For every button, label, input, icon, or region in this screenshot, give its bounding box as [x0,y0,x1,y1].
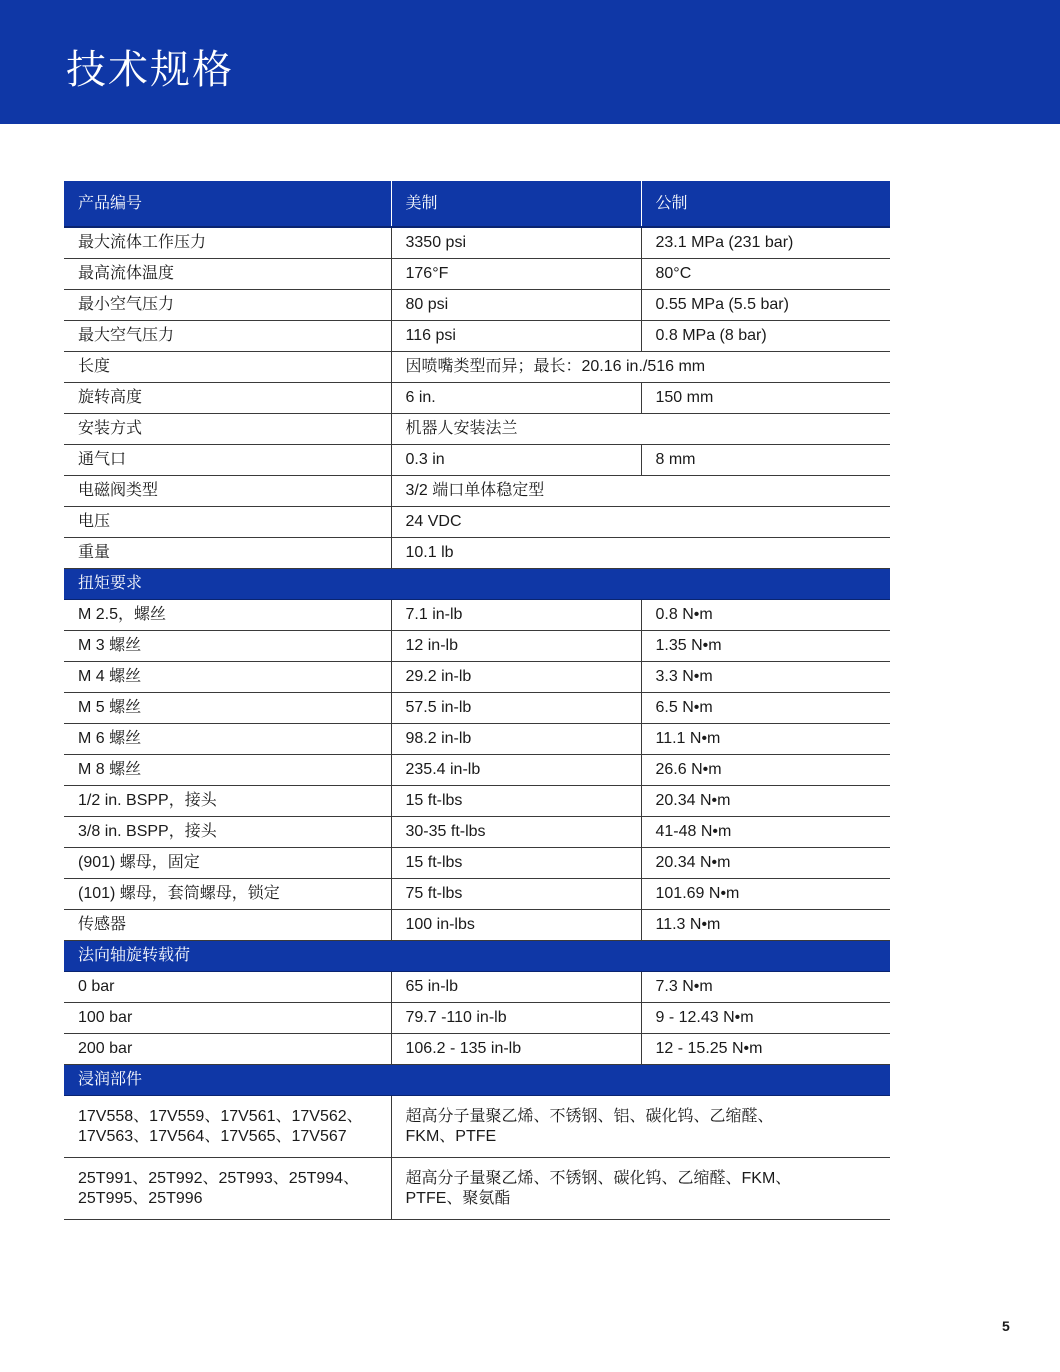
spec-label-cell: 长度 [64,352,391,383]
spec-metric-value-cell: 26.6 N•m [641,755,890,786]
materials-cell [391,1158,890,1220]
table-row [64,290,890,321]
spec-metric-value-cell: 1.35 N•m [641,631,890,662]
cell-line: 25T995、25T996 [78,1189,203,1207]
table-row [64,259,890,290]
spec-merged-value-cell: 因喷嘴类型而异；最长：20.16 in./516 mm [391,352,890,383]
spec-merged-value-cell: 10.1 lb [391,538,890,569]
spec-merged-value-cell: 24 VDC [391,507,890,538]
spec-metric-value-cell: 150 mm [641,383,890,414]
spec-metric-value-cell: 41-48 N•m [641,817,890,848]
spec-label-cell: 200 bar [64,1034,391,1065]
col-header-product: 产品编号 [64,181,391,227]
table-row [64,507,890,538]
spec-label-cell: 0 bar [64,972,391,1003]
spec-label-cell: 最大空气压力 [64,321,391,352]
cell-line: 超高分子量聚乙烯、不锈钢、铝、碳化钨、乙缩醛、 [405,1107,774,1125]
spec-us-value-cell: 106.2 - 135 in-lb [391,1034,641,1065]
table-header-row [64,181,890,227]
spec-label-cell: 100 bar [64,1003,391,1034]
spec-us-value-cell: 98.2 in-lb [391,724,641,755]
spec-us-value-cell: 3350 psi [391,227,641,259]
spec-us-value-cell: 100 in-lbs [391,910,641,941]
spec-us-value-cell: 15 ft-lbs [391,848,641,879]
spec-us-value-cell: 29.2 in-lb [391,662,641,693]
table-row [64,600,890,631]
spec-label-cell: 最大流体工作压力 [64,227,391,259]
spec-us-value-cell: 65 in-lb [391,972,641,1003]
section-normal-axis-load [64,941,890,972]
spec-label-cell: (101) 螺母，套筒螺母，锁定 [64,879,391,910]
spec-us-value-cell: 6 in. [391,383,641,414]
spec-label-cell: 1/2 in. BSPP，接头 [64,786,391,817]
cell-line: PTFE、聚氨酯 [405,1189,511,1207]
cell-line: 17V563、17V564、17V565、17V567 [78,1127,347,1145]
page-number: 5 [1002,1318,1010,1334]
part-numbers-cell [64,1158,391,1220]
table-row [64,445,890,476]
spec-label-cell: 重量 [64,538,391,569]
table-row [64,879,890,910]
spec-merged-value-cell: 3/2 端口单体稳定型 [391,476,890,507]
spec-label-cell: 传感器 [64,910,391,941]
page-title: 技术规格 [66,48,234,92]
spec-label-cell: 最小空气压力 [64,290,391,321]
table-row [64,1034,890,1065]
table-row [64,972,890,1003]
cell-line: 17V558、17V559、17V561、17V562、 [78,1107,363,1125]
spec-label-cell: 旋转高度 [64,383,391,414]
spec-metric-value-cell: 6.5 N•m [641,693,890,724]
spec-label-cell: M 8 螺丝 [64,755,391,786]
spec-us-value-cell: 75 ft-lbs [391,879,641,910]
table-row [64,1096,890,1158]
spec-label-cell: 电压 [64,507,391,538]
spec-metric-value-cell: 3.3 N•m [641,662,890,693]
spec-metric-value-cell: 7.3 N•m [641,972,890,1003]
spec-metric-value-cell: 80°C [641,259,890,290]
spec-metric-value-cell: 9 - 12.43 N•m [641,1003,890,1034]
spec-metric-value-cell: 20.34 N•m [641,786,890,817]
spec-us-value-cell: 79.7 -110 in-lb [391,1003,641,1034]
table-row [64,414,890,445]
spec-merged-value-cell: 机器人安装法兰 [391,414,890,445]
spec-metric-value-cell: 0.8 N•m [641,600,890,631]
spec-label-cell: 最高流体温度 [64,259,391,290]
spec-label-cell: M 5 螺丝 [64,693,391,724]
table-row [64,662,890,693]
section-wetted-parts [64,1065,890,1096]
table-row [64,817,890,848]
table-row [64,321,890,352]
spec-metric-value-cell: 101.69 N•m [641,879,890,910]
spec-metric-value-cell: 0.8 MPa (8 bar) [641,321,890,352]
cell-line: 25T991、25T992、25T993、25T994、 [78,1169,360,1187]
spec-label-cell: 通气口 [64,445,391,476]
spec-us-value-cell: 57.5 in-lb [391,693,641,724]
cell-line: FKM、PTFE [405,1127,497,1145]
spec-us-value-cell: 15 ft-lbs [391,786,641,817]
spec-metric-value-cell: 0.55 MPa (5.5 bar) [641,290,890,321]
section-heading: 法向轴旋转载荷 [64,941,890,972]
part-numbers-cell [64,1096,391,1158]
spec-label-cell: M 6 螺丝 [64,724,391,755]
table-row [64,1158,890,1220]
spec-label-cell: M 4 螺丝 [64,662,391,693]
spec-us-value-cell: 116 psi [391,321,641,352]
spec-metric-value-cell: 8 mm [641,445,890,476]
table-row [64,693,890,724]
spec-us-value-cell: 176°F [391,259,641,290]
spec-us-value-cell: 12 in-lb [391,631,641,662]
table-row [64,631,890,662]
table-row [64,755,890,786]
table-row [64,227,890,259]
spec-metric-value-cell: 11.3 N•m [641,910,890,941]
spec-metric-value-cell: 12 - 15.25 N•m [641,1034,890,1065]
col-header-metric: 公制 [641,181,890,227]
table-row [64,910,890,941]
section-heading: 浸润部件 [64,1065,890,1096]
table-row [64,538,890,569]
spec-us-value-cell: 0.3 in [391,445,641,476]
spec-us-value-cell: 235.4 in-lb [391,755,641,786]
spec-metric-value-cell: 20.34 N•m [641,848,890,879]
spec-label-cell: 3/8 in. BSPP，接头 [64,817,391,848]
table-row [64,476,890,507]
spec-table-body [64,181,890,1220]
col-header-us: 美制 [391,181,641,227]
materials-cell [391,1096,890,1158]
spec-label-cell: (901) 螺母，固定 [64,848,391,879]
spec-label-cell: M 3 螺丝 [64,631,391,662]
spec-us-value-cell: 80 psi [391,290,641,321]
spec-metric-value-cell: 11.1 N•m [641,724,890,755]
spec-label-cell: 安装方式 [64,414,391,445]
spec-us-value-cell: 30-35 ft-lbs [391,817,641,848]
section-torque-requirements [64,569,890,600]
table-row [64,352,890,383]
spec-label-cell: M 2.5，螺丝 [64,600,391,631]
cell-line: 超高分子量聚乙烯、不锈钢、碳化钨、乙缩醛、FKM、 [405,1169,792,1187]
spec-us-value-cell: 7.1 in-lb [391,600,641,631]
table-row [64,786,890,817]
table-row [64,848,890,879]
table-row [64,724,890,755]
spec-label-cell: 电磁阀类型 [64,476,391,507]
spec-metric-value-cell: 23.1 MPa (231 bar) [641,227,890,259]
page-header-banner [0,0,1060,124]
spec-table [64,181,890,1220]
table-row [64,1003,890,1034]
table-row [64,383,890,414]
section-heading: 扭矩要求 [64,569,890,600]
